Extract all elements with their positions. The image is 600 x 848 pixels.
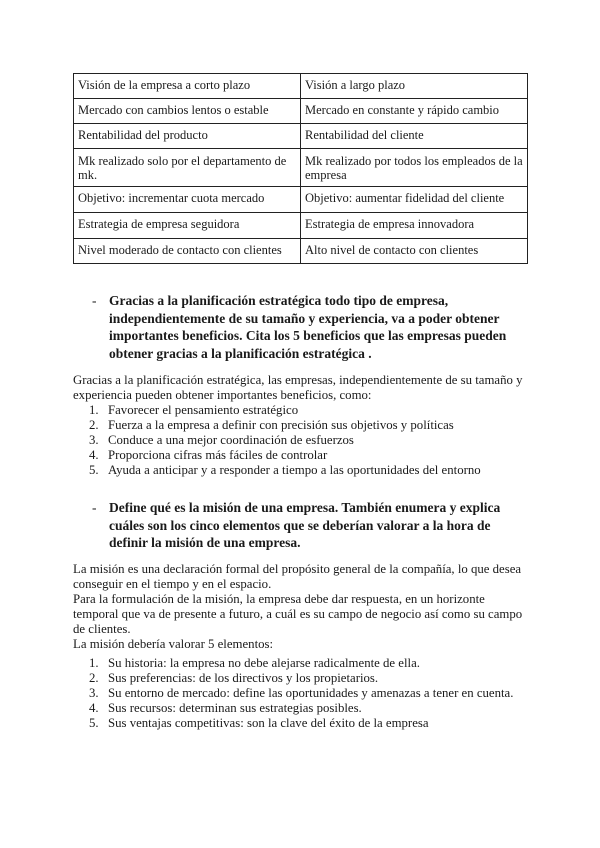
list-item-text: Fuerza a la empresa a definir con precisión sus objetivos y políticas: [108, 418, 454, 432]
list-item: [73, 403, 533, 418]
table-cell: Visión a largo plazo: [301, 74, 528, 99]
list-number: 1.: [89, 656, 99, 670]
list-number: 4.: [89, 701, 99, 715]
list-number: 3.: [89, 433, 99, 447]
list-item-text: Su historia: la empresa no debe alejarse radicalmente de ella.: [108, 656, 420, 670]
table-row: [74, 213, 528, 239]
list-item: [73, 716, 533, 731]
table-row: [74, 239, 528, 264]
table-cell: Mercado con cambios lentos o estable: [74, 99, 301, 124]
paragraph: Para la formulación de la misión, la empresa debe dar respuesta, en un horizonte temporal que va de presente a futuro, a cuál es su campo de negocio así como su campo de clientes.: [73, 592, 523, 636]
list-item-text: Conduce a una mejor coordinación de esfuerzos: [108, 433, 354, 447]
paragraph: La misión debería valorar 5 elementos:: [73, 637, 274, 651]
list-item-text: Sus ventajas competitivas: son la clave del éxito de la empresa: [108, 716, 429, 730]
table-cell: Mercado en constante y rápido cambio: [301, 99, 528, 124]
paragraph: Gracias a la planificación estratégica, las empresas, independientemente de su tamaño y experiencia pueden obtener importantes beneficios, como:: [73, 373, 523, 402]
table-row: [74, 187, 528, 213]
question-text: Define qué es la misión de una empresa. También enumera y explica cuáles son los cinco elementos que se deberían valorar a la hora de definir la misión de una empresa.: [109, 500, 501, 550]
list-item: [73, 656, 533, 671]
list-number: 3.: [89, 686, 99, 700]
list-item: [73, 448, 533, 463]
list-number: 5.: [89, 463, 99, 477]
list-item: [73, 418, 533, 433]
question-1: [92, 292, 532, 362]
answer-1-intro: [73, 373, 533, 403]
list-item-text: Proporciona cifras más fáciles de controlar: [108, 448, 328, 462]
table-cell: Objetivo: aumentar fidelidad del cliente: [301, 187, 528, 213]
question-dash: -: [92, 293, 97, 308]
table-cell: Mk realizado solo por el departamento de mk.: [74, 149, 301, 187]
answer-2-text: [73, 562, 533, 652]
table-cell: Rentabilidad del cliente: [301, 124, 528, 149]
list-number: 1.: [89, 403, 99, 417]
table-cell: Mk realizado por todos los empleados de la empresa: [301, 149, 528, 187]
table-row: [74, 149, 528, 187]
paragraph: La misión es una declaración formal del propósito general de la compañía, lo que desea conseguir en el tiempo y en el espacio.: [73, 562, 522, 591]
list-item-text: Su entorno de mercado: define las oportunidades y amenazas a tener en cuenta.: [108, 686, 514, 700]
question-dash: -: [92, 500, 97, 515]
list-item-text: Sus recursos: determinan sus estrategias posibles.: [108, 701, 362, 715]
question-text: Gracias a la planificación estratégica todo tipo de empresa, independientemente de su tamaño y experiencia, va a poder obtener importantes beneficios. Cita los 5 beneficios que las empresas pueden obtener gracias a la planificación estratégica .: [109, 293, 507, 361]
list-item-text: Sus preferencias: de los directivos y los propietarios.: [108, 671, 379, 685]
list-item: [73, 686, 533, 701]
table-cell: Visión de la empresa a corto plazo: [74, 74, 301, 99]
question-2: [92, 499, 532, 552]
table-cell: Estrategia de empresa innovadora: [301, 213, 528, 239]
list-item-text: Ayuda a anticipar y a responder a tiempo a las oportunidades del entorno: [108, 463, 481, 477]
table-cell: Objetivo: incrementar cuota mercado: [74, 187, 301, 213]
list-item: [73, 433, 533, 448]
list-item: [73, 671, 533, 686]
table-cell: Estrategia de empresa seguidora: [74, 213, 301, 239]
table-cell: Alto nivel de contacto con clientes: [301, 239, 528, 264]
mission-elements-list: [73, 656, 533, 731]
list-number: 2.: [89, 671, 99, 685]
list-item: [73, 463, 533, 478]
table-row: [74, 74, 528, 99]
comparison-table: [73, 73, 528, 264]
list-number: 2.: [89, 418, 99, 432]
table-cell: Rentabilidad del producto: [74, 124, 301, 149]
table-cell: Nivel moderado de contacto con clientes: [74, 239, 301, 264]
table-row: [74, 99, 528, 124]
list-item: [73, 701, 533, 716]
benefits-list: [73, 403, 533, 478]
list-item-text: Favorecer el pensamiento estratégico: [108, 403, 299, 417]
table-row: [74, 124, 528, 149]
list-number: 5.: [89, 716, 99, 730]
list-number: 4.: [89, 448, 99, 462]
